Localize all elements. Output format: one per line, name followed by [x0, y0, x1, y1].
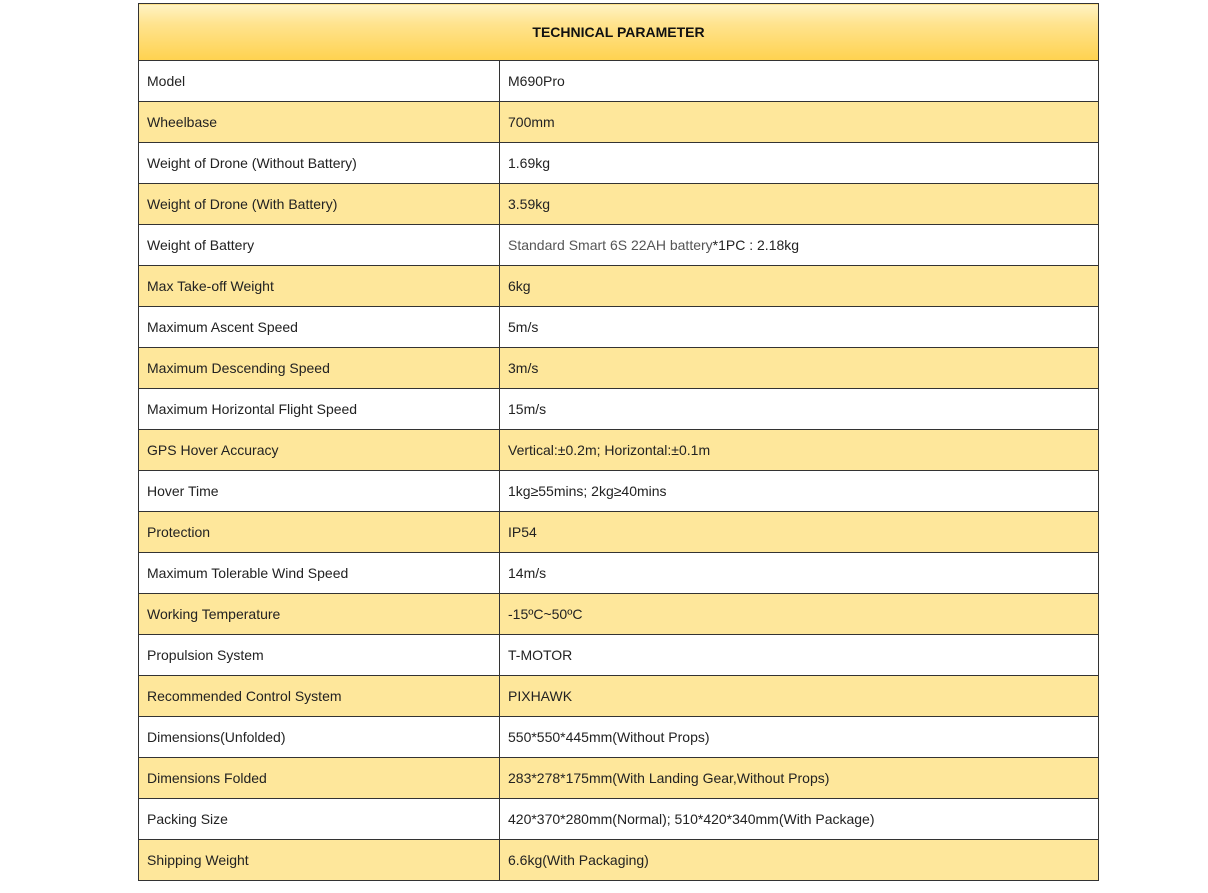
battery-weight-text: *1PC : 2.18kg	[712, 237, 800, 253]
table-row	[139, 102, 1099, 143]
table-row	[139, 758, 1099, 799]
row-label: Maximum Descending Speed	[139, 348, 500, 389]
table-row	[139, 512, 1099, 553]
row-label: Dimensions Folded	[139, 758, 500, 799]
row-value: M690Pro	[500, 61, 1099, 102]
technical-parameter-table	[138, 3, 1099, 881]
row-label: Hover Time	[139, 471, 500, 512]
row-label: Weight of Battery	[139, 225, 500, 266]
row-label: Recommended Control System	[139, 676, 500, 717]
row-label: GPS Hover Accuracy	[139, 430, 500, 471]
row-value: 3.59kg	[500, 184, 1099, 225]
row-label: Working Temperature	[139, 594, 500, 635]
row-label: Wheelbase	[139, 102, 500, 143]
table-row	[139, 840, 1099, 881]
row-value: 1kg≥55mins; 2kg≥40mins	[500, 471, 1099, 512]
row-label: Maximum Horizontal Flight Speed	[139, 389, 500, 430]
row-value: -15ºC~50ºC	[500, 594, 1099, 635]
table-row	[139, 799, 1099, 840]
table-title: TECHNICAL PARAMETER	[139, 4, 1099, 61]
row-value: 6.6kg(With Packaging)	[500, 840, 1099, 881]
table-row	[139, 594, 1099, 635]
table-row	[139, 553, 1099, 594]
table-row	[139, 307, 1099, 348]
row-value: 550*550*445mm(Without Props)	[500, 717, 1099, 758]
table-row	[139, 266, 1099, 307]
row-label: Weight of Drone (With Battery)	[139, 184, 500, 225]
row-value: PIXHAWK	[500, 676, 1099, 717]
row-value: Vertical:±0.2m; Horizontal:±0.1m	[500, 430, 1099, 471]
row-value: 420*370*280mm(Normal); 510*420*340mm(With Package)	[500, 799, 1099, 840]
row-value: 1.69kg	[500, 143, 1099, 184]
table-row	[139, 635, 1099, 676]
row-value: 700mm	[500, 102, 1099, 143]
row-label: Maximum Ascent Speed	[139, 307, 500, 348]
table-row	[139, 61, 1099, 102]
row-label: Dimensions(Unfolded)	[139, 717, 500, 758]
row-label: Model	[139, 61, 500, 102]
table-row	[139, 348, 1099, 389]
table-row	[139, 676, 1099, 717]
row-label: Packing Size	[139, 799, 500, 840]
row-value: 3m/s	[500, 348, 1099, 389]
row-label: Protection	[139, 512, 500, 553]
row-value: 15m/s	[500, 389, 1099, 430]
row-label: Max Take-off Weight	[139, 266, 500, 307]
row-value: IP54	[500, 512, 1099, 553]
row-label: Weight of Drone (Without Battery)	[139, 143, 500, 184]
row-value: 6kg	[500, 266, 1099, 307]
row-value	[500, 225, 1099, 266]
row-value: 283*278*175mm(With Landing Gear,Without Props)	[500, 758, 1099, 799]
table-row	[139, 225, 1099, 266]
table-row	[139, 430, 1099, 471]
row-value: 14m/s	[500, 553, 1099, 594]
table-header-row	[139, 4, 1099, 61]
row-label: Maximum Tolerable Wind Speed	[139, 553, 500, 594]
row-label: Shipping Weight	[139, 840, 500, 881]
row-label: Propulsion System	[139, 635, 500, 676]
table-row	[139, 389, 1099, 430]
table-row	[139, 184, 1099, 225]
table-row	[139, 471, 1099, 512]
table-row	[139, 717, 1099, 758]
row-value: 5m/s	[500, 307, 1099, 348]
table-row	[139, 143, 1099, 184]
battery-model-text: Standard Smart 6S 22AH battery	[508, 237, 713, 253]
row-value: T-MOTOR	[500, 635, 1099, 676]
